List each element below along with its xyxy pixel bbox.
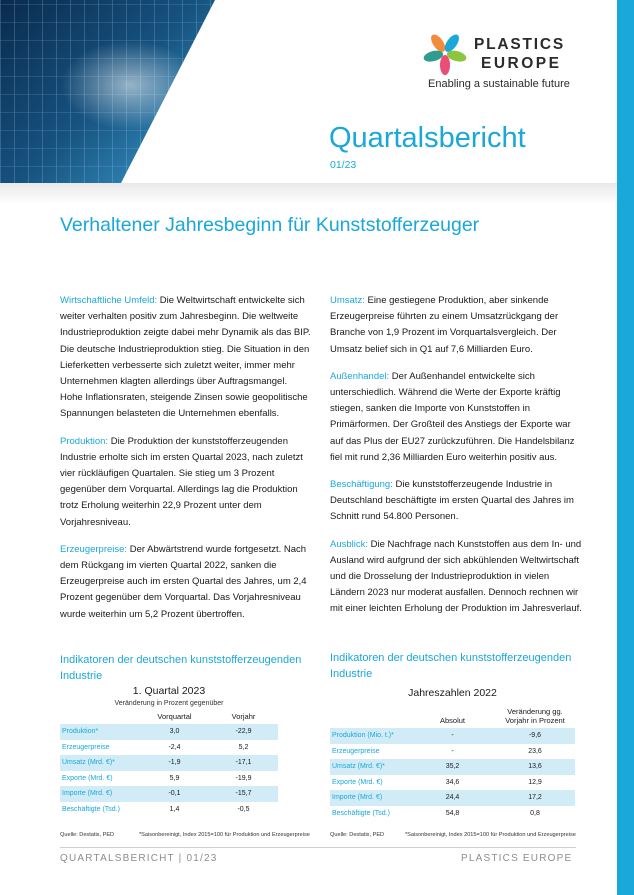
section-text: Der Außenhandel entwickelte sich unterschiedlich. Während die Werte der Exporte kräftig stiegen, sanken die Importe von Kunststoffen in Primärformen. Der Großteil des Anstiegs der Exporte war auf das Plus der EU27 zurückzuführen. Die Handelsbilanz fiel mit rund 2,36 Milliarden Euro weiterhin positiv aus. — [330, 370, 575, 463]
row-label: Produktion* — [60, 724, 140, 740]
column-header — [60, 712, 140, 724]
right-column — [330, 293, 585, 629]
page-headline: Verhaltener Jahresbeginn für Kunststofferzeuger — [60, 214, 480, 236]
table-title: 1. Quartal 2023 — [132, 685, 206, 697]
row-value: - — [410, 728, 495, 744]
row-value: -22,9 — [209, 724, 278, 740]
brand-tagline: Enabling a sustainable future — [428, 78, 570, 90]
row-value: 5,2 — [238, 743, 249, 751]
row-value: -9,6 — [495, 728, 575, 744]
row-value: -17,1 — [209, 755, 278, 771]
row-value: 3,0 — [140, 724, 209, 740]
footer-report-label: QUARTALSBERICHT | 01/23 — [60, 853, 218, 864]
row-label: Exporte (Mrd. €) — [62, 774, 113, 782]
section-erzeugerpreise — [60, 542, 312, 623]
table-footnote-right: *Saisonbereinigt, Index 2015=100 für Produktion und Erzeugerpreise — [405, 832, 576, 838]
row-label: Exporte (Mrd. €) — [332, 778, 383, 786]
row-value: -15,7 — [209, 786, 278, 802]
table-footnote-left: *Saisonbereinigt, Index 2015=100 für Produktion und Erzeugerpreise — [139, 832, 310, 838]
footer-brand-label: PLASTICS EUROPE — [461, 853, 573, 864]
accent-side-bar — [617, 0, 634, 895]
table-row — [60, 755, 278, 771]
column-header: Vorquartal — [157, 712, 192, 721]
row-value: -0,5 — [237, 805, 250, 813]
row-label: Umsatz (Mrd. €)* — [330, 759, 410, 775]
section-aussenhandel — [330, 369, 585, 466]
row-value: -2,4 — [168, 743, 181, 751]
indicators-heading-left: Indikatoren der deutschen kunststofferzeugenden Industrie — [60, 654, 302, 682]
section-text: Eine gestiegene Produktion, aber sinkende Erzeugerpreise führten zu einem Umsatzrückgang der Branche von 1,9 Prozent im Vorquartalsvergleich. Der Umsatz belief sich in Q1 auf 7,6 Milliarden Euro. — [330, 295, 559, 355]
row-value: -1,9 — [140, 755, 209, 771]
section-keyword: Produktion: — [60, 435, 109, 447]
section-text: Der Abwärtstrend wurde fortgesetzt. Nach dem Rückgang im vierten Quartal 2022, sanken die Erzeugerpreise auch im ersten Quartal des Jahres, um 2,4 Prozent gegenüber dem Vorquartal. Das Vorjahresniveau wurde weiterhin um 5,2 Prozent übertroffen. — [60, 543, 307, 620]
row-label: Produktion (Mio. t.)* — [330, 728, 410, 744]
section-keyword: Außenhandel: — [330, 370, 390, 382]
logo-text-europe: EUROPE — [481, 55, 562, 72]
row-label: Beschäftigte (Tsd.) — [332, 809, 390, 817]
row-value: 34,6 — [445, 778, 460, 786]
section-keyword: Ausblick: — [330, 538, 369, 550]
table-row — [330, 744, 575, 760]
hero-cutout-shape — [0, 0, 260, 185]
row-label: Erzeugerpreise — [332, 747, 380, 755]
table-row — [330, 790, 575, 806]
row-value: 24,4 — [410, 790, 495, 806]
column-header — [330, 707, 410, 728]
row-label: Importe (Mrd. €) — [60, 786, 140, 802]
row-value: 17,2 — [495, 790, 575, 806]
section-keyword: Wirtschaftliche Umfeld: — [60, 295, 158, 306]
table-row — [60, 786, 278, 802]
row-value: 5,9 — [169, 774, 180, 782]
footer-divider — [60, 847, 576, 848]
table-source-right: Quelle: Destatis, PED — [330, 832, 385, 838]
row-value: -19,9 — [235, 774, 252, 782]
row-label: Importe (Mrd. €) — [330, 790, 410, 806]
hero-image — [0, 0, 260, 185]
table-row — [330, 775, 575, 791]
section-text: Die kunststofferzeugende Industrie in Deutschland beschäftigte im ersten Quartal des Jahres im Schnitt rund 54.800 Personen. — [330, 479, 574, 523]
table-row — [60, 740, 278, 756]
table-row — [330, 759, 575, 775]
table-row — [60, 771, 278, 787]
report-issue: 01/23 — [330, 159, 357, 171]
column-header: Vorjahr — [231, 712, 256, 721]
section-ausblick — [330, 537, 585, 618]
section-keyword: Erzeugerpreise: — [60, 543, 128, 555]
indicators-heading-right: Indikatoren der deutschen kunststofferzeugenden Industrie — [330, 652, 572, 680]
section-beschaeftigung — [330, 477, 585, 526]
table-row — [330, 806, 575, 822]
table-title: Jahreszahlen 2022 — [408, 687, 497, 699]
row-value: 13,6 — [495, 759, 575, 775]
row-value: 54,8 — [445, 809, 460, 817]
header-divider — [0, 183, 617, 205]
section-text: Die Weltwirtschaft entwickelte sich weiter verhalten positiv zum Jahresbeginn. Die weltweite Industrieproduktion zeigte dabei mehr Dynamik als das BIP. Die deutsche Industrieproduktion stieg. Die Situation in den Lieferketten verbesserte sich zuletzt weiter, immer mehr Unternehmen klagten allerdings über Auftragsmangel. Hohe Inflationsraten, steigende Zinsen sowie geopolitische Spannungen belasteten die Unternehmen ebenfalls. — [60, 295, 311, 420]
section-produktion — [60, 434, 312, 531]
table-row — [330, 728, 575, 744]
table-subtitle: Veränderung in Prozent gegenüber — [114, 700, 224, 707]
table-source-left: Quelle: Destatis, PED — [60, 832, 115, 838]
table-row — [60, 802, 278, 818]
row-label: Umsatz (Mrd. €)* — [60, 755, 140, 771]
column-header: Absolut — [439, 716, 466, 725]
row-value: 12,9 — [528, 778, 542, 786]
table-row — [60, 724, 278, 740]
row-value: - — [451, 747, 454, 755]
section-text: Die Nachfrage nach Kunststoffen aus dem In- und Ausland wird aufgrund der sich abkühlenden Weltwirtschaft und die Drosselung der Industrieproduktion in vielen Ländern 2023 nur moderat ausfallen. Dennoch rechnen wir mit einer leichten Erholung der Produktion im Jahresverlauf. — [330, 538, 582, 615]
column-header: Veränderung gg. Vorjahr in Prozent — [505, 707, 565, 725]
row-label: Beschäftigte (Tsd.) — [62, 805, 120, 813]
indicators-table-right — [330, 687, 575, 821]
section-keyword: Beschäftigung: — [330, 479, 393, 491]
logo-text-plastics: PLASTICS — [474, 36, 566, 53]
section-keyword: Umsatz: — [330, 295, 365, 306]
row-value: 0,8 — [530, 809, 540, 817]
indicators-table-left — [60, 685, 278, 817]
section-umsatz — [330, 293, 585, 358]
row-label: Erzeugerpreise — [62, 743, 110, 751]
row-value: 35,2 — [410, 759, 495, 775]
section-wirtschaft — [60, 293, 312, 423]
row-value: 1,4 — [169, 805, 180, 813]
left-column — [60, 293, 312, 634]
section-text: Die Produktion der kunststofferzeugenden Industrie erholte sich im ersten Quartal 2023, nach zuletzt vier rückläufigen Quartalen. Sie stieg um 3 Prozent gegenüber dem Vorquartal. Allerdings lag die Produktion trotz Erholung weiterhin 22,9 Prozent unter dem Vorjahresniveau. — [60, 435, 303, 528]
logo-flower-icon — [422, 30, 468, 76]
row-value: -0,1 — [140, 786, 209, 802]
row-value: 23,6 — [528, 747, 542, 755]
report-title: Quartalsbericht — [329, 122, 526, 154]
